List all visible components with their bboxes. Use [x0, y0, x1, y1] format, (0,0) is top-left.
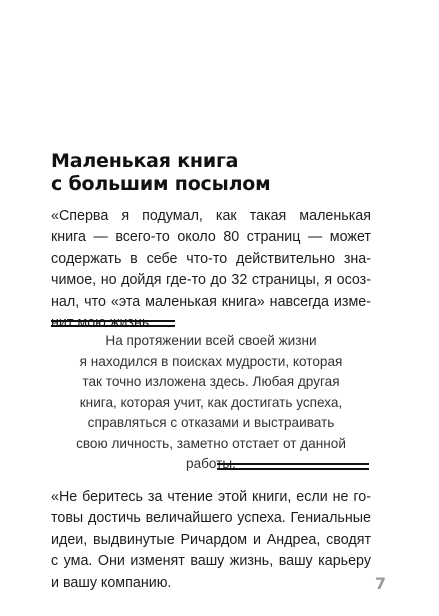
quote-line: нал, что «эта маленькая книга» навсегда изме- — [51, 293, 371, 310]
section-heading — [51, 150, 381, 196]
quote-line: «Не беритесь за чтение этой книги, если не го- — [51, 489, 371, 505]
heading-line: с большим посылом — [51, 173, 271, 195]
page-number: 7 — [374, 574, 386, 593]
pull-quote-line: справляться с отказами и выстраивать — [87, 415, 335, 430]
quote-line: с ума. Они изменят вашу жизнь, вашу карьеру — [51, 553, 371, 570]
quote-line: «Сперва я подумал, как такая маленькая — [51, 208, 371, 224]
pull-quote-line: работы. — [186, 456, 236, 471]
quote-line: идеи, выдвинутые Ричардом и Андреа, сводят — [51, 531, 371, 548]
quote-line: товы достичь величайшего успеха. Гениальные — [51, 510, 371, 527]
testimonial-quote-2 — [51, 487, 371, 594]
pull-quote — [51, 331, 371, 475]
quote-line: нит мою жизнь. — [51, 315, 154, 332]
pull-quote-line: На протяжении всей своей жизни — [105, 333, 317, 348]
quote-line: книга — всего-то около 80 страниц — может — [51, 229, 371, 246]
quote-line: и вашу компанию. — [51, 574, 172, 591]
testimonial-quote-1 — [51, 206, 371, 334]
pull-quote-line: я находился в поисках мудрости, которая — [79, 353, 343, 369]
pull-quote-line: свою личность, заметно отстает от данной — [76, 435, 346, 451]
double-rule-divider-bottom — [217, 463, 369, 470]
quote-line: содержать в себе что-то действительно зна- — [51, 250, 371, 267]
double-rule-divider-top — [51, 320, 175, 327]
quote-line: чимое, но дойдя где-то до 32 страницы, я осоз- — [51, 272, 371, 289]
pull-quote-line: книга, которая учит, как достигать успеха, — [79, 394, 343, 410]
pull-quote-line: так точно изложена здесь. Любая другая — [82, 374, 340, 389]
heading-line: Маленькая книга — [51, 150, 239, 172]
